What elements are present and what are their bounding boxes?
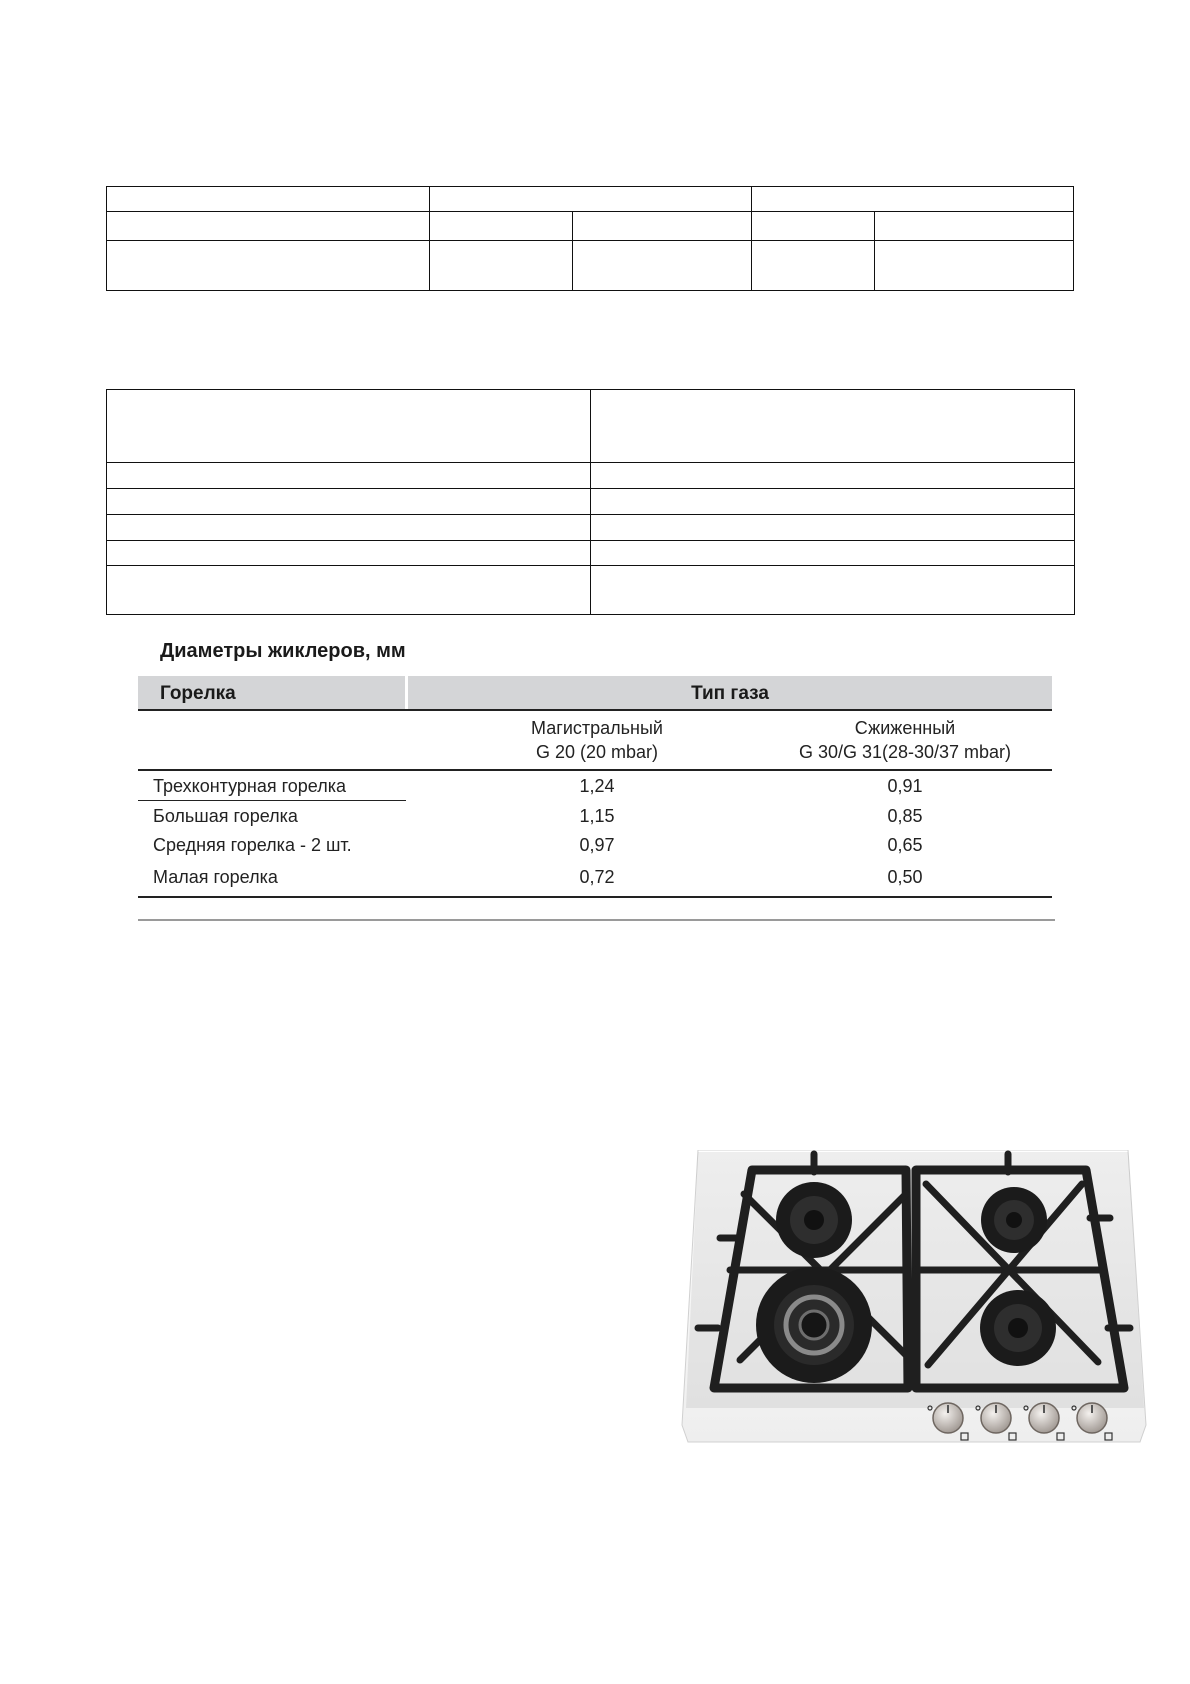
table1-cell (752, 187, 1074, 212)
table2-cell (107, 489, 591, 515)
natural-gas-spec: G 20 (20 mbar) (535, 742, 659, 762)
table1-cell (107, 212, 430, 241)
table1-cell (430, 187, 752, 212)
natural-gas-name: Магистральный (531, 718, 663, 738)
table-bottom-rule (138, 896, 1052, 898)
table1-cell (430, 212, 573, 241)
value-lpg-large: 0,85 (887, 806, 923, 826)
knob (1077, 1403, 1107, 1433)
lpg-spec: G 30/G 31(28-30/37 mbar) (798, 742, 1012, 762)
value-lpg-small: 0,50 (887, 867, 923, 887)
row-label-large-burner: Большая горелка (153, 806, 298, 826)
table2-cell (591, 541, 1075, 566)
lpg-name: Сжиженный (854, 718, 956, 738)
table1-cell (752, 241, 875, 291)
value-natural-triple: 1,24 (579, 776, 615, 796)
subheader-bottom-rule (138, 769, 1052, 771)
value-natural-small: 0,72 (579, 867, 615, 887)
table1-cell (107, 187, 430, 212)
table1-cell (752, 212, 875, 241)
table1-cell (573, 241, 752, 291)
subheader-natural-gas (468, 716, 726, 764)
knob (933, 1403, 963, 1433)
value-lpg-triple: 0,91 (887, 776, 923, 796)
row-label-triple-burner: Трехконтурная горелка (153, 776, 346, 796)
jet-table-title: Диаметры жиклеров, мм (160, 640, 406, 662)
table2-cell (107, 566, 591, 615)
table2-cell (107, 390, 591, 463)
table1-cell (875, 212, 1074, 241)
value-natural-large: 1,15 (579, 806, 615, 826)
header-gas-type: Тип газа (691, 683, 769, 704)
row-underline (138, 800, 406, 801)
table1-cell (875, 241, 1074, 291)
value-natural-medium: 0,97 (579, 835, 615, 855)
table2-cell (591, 515, 1075, 541)
burner-medium-top-left (776, 1182, 852, 1258)
burner-small-top-right (981, 1187, 1047, 1253)
table1-cell (430, 241, 573, 291)
table2-cell (591, 390, 1075, 463)
header-burner: Горелка (160, 683, 236, 704)
table2-cell (591, 489, 1075, 515)
table2-cell (107, 463, 591, 489)
knob (981, 1403, 1011, 1433)
row-label-small-burner: Малая горелка (153, 867, 278, 887)
gas-hob-illustration (678, 1150, 1148, 1450)
burner-medium-bottom-right (980, 1290, 1056, 1366)
burner-triple-bottom-left (756, 1267, 872, 1383)
header-bottom-rule (138, 709, 1052, 711)
knob (1029, 1403, 1059, 1433)
empty-spec-table-2 (106, 389, 1075, 615)
value-lpg-medium: 0,65 (887, 835, 923, 855)
table1-cell (573, 212, 752, 241)
table2-cell (591, 566, 1075, 615)
table2-cell (107, 515, 591, 541)
table2-cell (107, 541, 591, 566)
table2-cell (591, 463, 1075, 489)
table1-cell (107, 241, 430, 291)
subheader-lpg (758, 716, 1052, 764)
empty-spec-table-1 (106, 186, 1074, 291)
row-label-medium-burner: Средняя горелка - 2 шт. (153, 835, 352, 855)
gray-bottom-rule (138, 919, 1055, 921)
